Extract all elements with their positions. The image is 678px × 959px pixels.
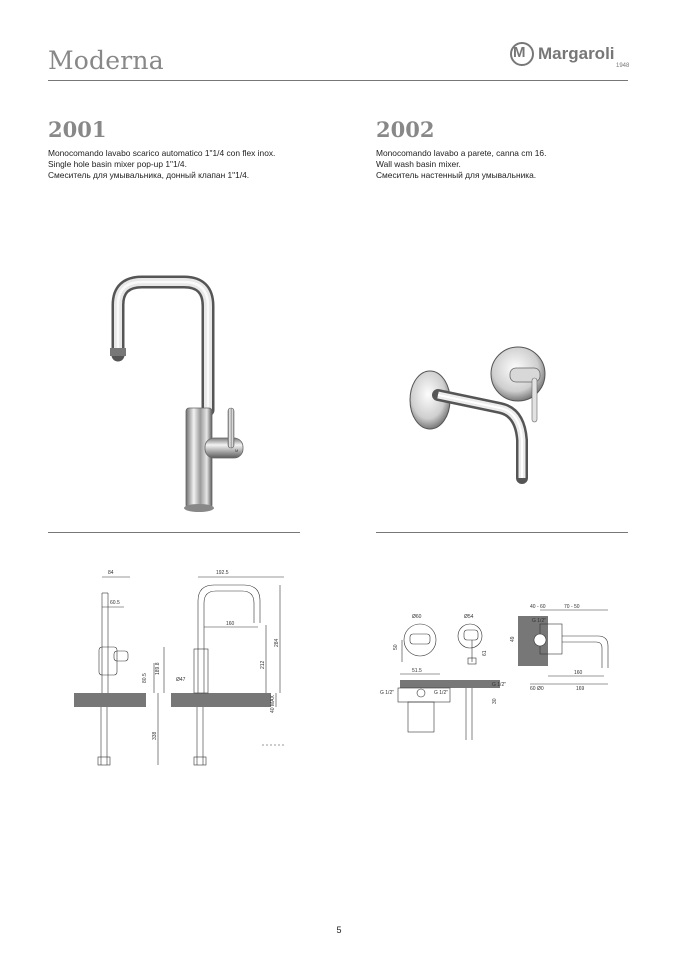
description-it: Monocomando lavabo scarico automatico 1"1/4 con flex inox.: [48, 148, 276, 158]
technical-drawing-2001: [66, 565, 306, 780]
series-title: Moderna: [48, 46, 164, 75]
dimension-label: G 1/2": [434, 690, 449, 696]
product-description: [376, 148, 546, 181]
dimension-label: G 1/2": [532, 618, 547, 624]
brand-mark-letter: M: [513, 44, 526, 61]
header-divider: [48, 80, 628, 81]
svg-text:M: M: [235, 448, 239, 453]
brand-logo: [510, 41, 632, 73]
dimension-label: 189.8: [155, 662, 161, 675]
dimension-label: 40 - 60: [530, 604, 546, 610]
dimension-label: 61: [482, 650, 488, 656]
description-it: Monocomando lavabo a parete, canna cm 16.: [376, 148, 547, 158]
brand-year: 1948: [616, 63, 630, 69]
dimension-label: 80.5: [142, 673, 148, 683]
dimension-label: 49: [510, 636, 516, 642]
faucet-2002-photo: [400, 340, 580, 500]
dimension-label: 70 - 50: [564, 604, 580, 610]
brand-name: Margaroli: [538, 44, 615, 63]
description-ru: Смеситель настенный для умывальника.: [376, 170, 537, 180]
dimension-label: 30: [492, 698, 498, 704]
technical-drawing-2002: [380, 600, 620, 760]
dimension-label: 60 Ø0: [530, 686, 544, 692]
section-divider: [48, 532, 300, 533]
section-divider: [376, 532, 628, 533]
dimension-label: 50: [393, 644, 399, 650]
product-code: 2001: [48, 117, 107, 142]
dimension-label: 160: [574, 670, 583, 676]
dimension-label: Ø60: [412, 614, 422, 620]
dimension-label: 40 MAX: [270, 695, 276, 713]
product-description: [48, 148, 275, 181]
dimension-label: 84: [108, 570, 114, 576]
description-en: Wall wash basin mixer.: [376, 159, 461, 169]
dimension-label: 192.5: [216, 570, 229, 576]
dimension-label: 51.5: [412, 668, 422, 674]
dimension-label: 338: [152, 731, 158, 740]
page-number: 5: [336, 925, 342, 935]
dimension-label: 169: [576, 686, 585, 692]
dimension-label: 284: [274, 638, 280, 647]
dimension-label: Ø47: [176, 677, 186, 683]
product-code: 2002: [376, 117, 435, 142]
dimension-label: 160: [226, 621, 235, 627]
dimension-label: Ø54: [464, 614, 474, 620]
description-ru: Смеситель для умывальника, донный клапан 1"1/4.: [48, 170, 250, 180]
dimension-label: G 1/2": [380, 690, 395, 696]
faucet-2001-photo: [90, 260, 290, 530]
dimension-label: 212: [260, 660, 266, 669]
dimension-label: 60.5: [110, 600, 120, 606]
description-en: Single hole basin mixer pop-up 1"1/4.: [48, 159, 187, 169]
dimension-label: G 1/2": [492, 682, 507, 688]
